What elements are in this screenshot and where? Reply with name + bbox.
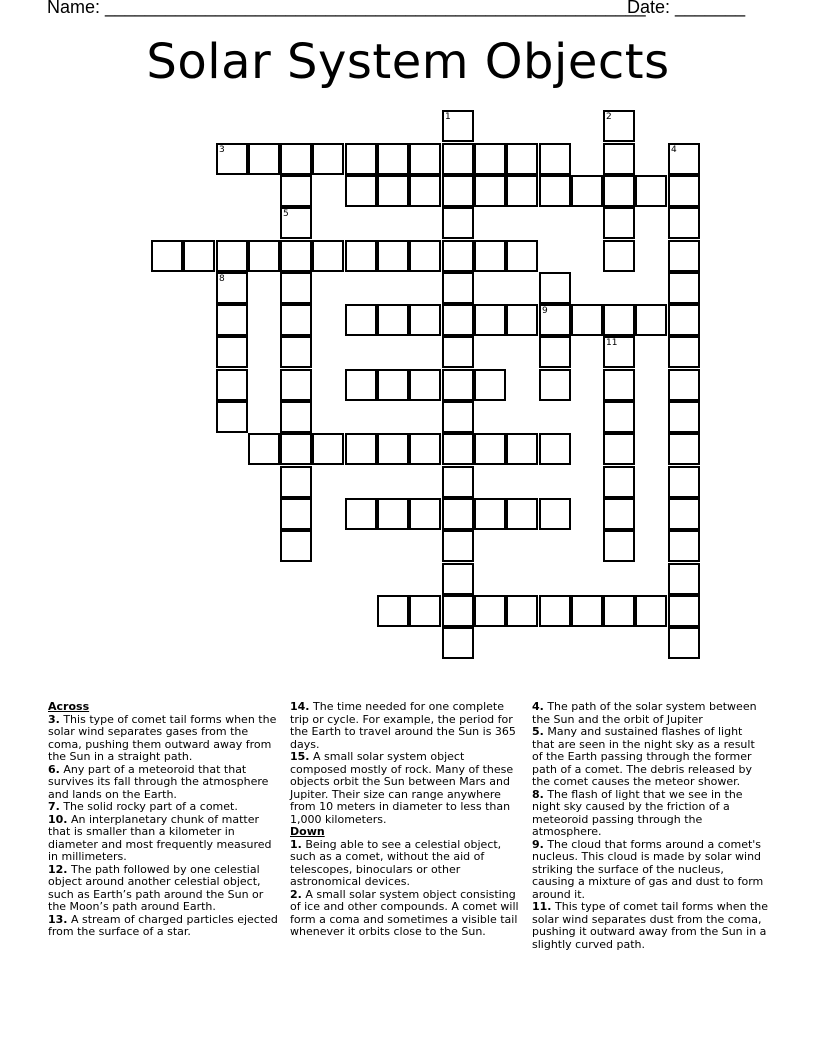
crossword-cell[interactable] xyxy=(603,466,635,498)
clue-number-label: 9. xyxy=(532,837,544,851)
crossword-cell[interactable] xyxy=(506,240,538,272)
clue-number: 11 xyxy=(606,338,618,348)
crossword-cell[interactable] xyxy=(280,498,312,530)
crossword-cell[interactable] xyxy=(539,595,571,627)
crossword-cell[interactable] xyxy=(442,530,474,562)
clue-number: 9 xyxy=(542,306,548,316)
crossword-cell[interactable] xyxy=(442,369,474,401)
crossword-cell[interactable] xyxy=(668,466,700,498)
crossword-cell[interactable] xyxy=(442,110,474,142)
crossword-cell[interactable] xyxy=(312,143,344,175)
across-clue xyxy=(48,864,280,914)
crossword-cell[interactable] xyxy=(377,595,409,627)
crossword-cell[interactable] xyxy=(668,563,700,595)
crossword-cell[interactable] xyxy=(668,530,700,562)
clue-number-label: 5. xyxy=(532,725,544,738)
crossword-cell[interactable] xyxy=(312,433,344,465)
crossword-cell[interactable] xyxy=(539,433,571,465)
crossword-cell[interactable] xyxy=(345,498,377,530)
crossword-cell[interactable] xyxy=(216,304,248,336)
crossword-cell[interactable] xyxy=(280,207,312,239)
crossword-cell[interactable] xyxy=(506,304,538,336)
down-clue xyxy=(532,839,768,902)
clue-number: 4 xyxy=(671,145,677,155)
clue-text: The cloud that forms around a comet's nucleus. This cloud is made by solar wind striking the surface of the nucleus, causing a mixture of gas and dust to form around it. xyxy=(532,837,764,901)
clue-text: The flash of light that we see in the night sky caused by the friction of a meteoroid passing through the atmosphere. xyxy=(532,787,743,838)
crossword-cell[interactable] xyxy=(280,401,312,433)
across-clue xyxy=(48,814,280,864)
clues-column-3 xyxy=(532,701,768,951)
crossword-cell[interactable] xyxy=(603,369,635,401)
crossword-cell[interactable] xyxy=(474,369,506,401)
clue-text: A small solar system object composed mostly of rock. Many of these objects orbit the Sun between Mars and Jupiter. Their size can range anywhere from 10 meters in diameter to less than 1,000 kilometers. xyxy=(290,750,514,826)
crossword-cell[interactable] xyxy=(345,369,377,401)
clue-number: 8 xyxy=(219,274,225,284)
across-clue-list xyxy=(48,714,280,939)
crossword-cell[interactable] xyxy=(635,175,667,207)
down-clue xyxy=(290,839,522,889)
crossword-cell[interactable] xyxy=(635,304,667,336)
clue-number-label: 6. xyxy=(48,762,60,776)
crossword-cell[interactable] xyxy=(442,595,474,627)
crossword-cell[interactable] xyxy=(442,466,474,498)
crossword-cell[interactable] xyxy=(377,433,409,465)
clue-text: A small solar system object consisting of ice and other compounds. A comet will form a coma and sometimes a visible tail whenever it orbits close to the Sun. xyxy=(290,887,519,938)
crossword-cell[interactable] xyxy=(571,175,603,207)
clue-text: An interplanetary chunk of matter that is smaller than a kilometer in diameter and most frequently measured in millimeters. xyxy=(48,812,272,863)
crossword-cell[interactable] xyxy=(603,304,635,336)
clue-number: 5 xyxy=(283,209,289,219)
crossword-cell[interactable] xyxy=(474,240,506,272)
clue-text: The path followed by one celestial object around another celestial object, such as Earth’s path around the Sun or the Moon’s path around Earth. xyxy=(48,862,264,913)
page-title: Solar System Objects xyxy=(146,34,670,90)
crossword-cell[interactable] xyxy=(506,175,538,207)
crossword-cell[interactable] xyxy=(539,336,571,368)
crossword-cell[interactable] xyxy=(474,175,506,207)
clue-number: 1 xyxy=(445,112,451,122)
crossword-cell[interactable] xyxy=(603,595,635,627)
crossword-cell[interactable] xyxy=(474,433,506,465)
crossword-cell[interactable] xyxy=(377,175,409,207)
down-clue-list-continued xyxy=(532,701,768,951)
crossword-cell[interactable] xyxy=(280,272,312,304)
across-clue xyxy=(48,714,280,764)
crossword-cell[interactable] xyxy=(603,175,635,207)
crossword-cell[interactable] xyxy=(603,110,635,142)
clue-number-label: 11. xyxy=(532,900,552,913)
crossword-cell[interactable] xyxy=(216,336,248,368)
across-heading: Across xyxy=(48,700,90,713)
crossword-cell[interactable] xyxy=(216,143,248,175)
crossword-cell[interactable] xyxy=(668,369,700,401)
crossword-cell[interactable] xyxy=(539,498,571,530)
crossword-cell[interactable] xyxy=(668,304,700,336)
clue-text: Being able to see a celestial object, such as a comet, without the aid of telescopes, binoculars or other astronomical devices. xyxy=(290,837,502,888)
clue-text: A stream of charged particles ejected from the surface of a star. xyxy=(48,912,278,938)
across-clue xyxy=(290,751,522,826)
crossword-cell[interactable] xyxy=(442,433,474,465)
crossword-cell[interactable] xyxy=(248,143,280,175)
crossword-cell[interactable] xyxy=(668,143,700,175)
clue-number-label: 4. xyxy=(532,700,544,713)
crossword-cell[interactable] xyxy=(442,304,474,336)
crossword-cell[interactable] xyxy=(345,433,377,465)
down-clue xyxy=(532,726,768,789)
crossword-cell[interactable] xyxy=(345,143,377,175)
clue-number-label: 2. xyxy=(290,887,302,901)
crossword-cell[interactable] xyxy=(539,272,571,304)
crossword-cell[interactable] xyxy=(280,240,312,272)
crossword-cell[interactable] xyxy=(280,369,312,401)
crossword-cell[interactable] xyxy=(668,175,700,207)
down-clue-list xyxy=(290,839,522,939)
clue-number-label: 15. xyxy=(290,750,310,763)
crossword-cell[interactable] xyxy=(442,207,474,239)
across-clue xyxy=(48,764,280,802)
header xyxy=(47,0,767,21)
clue-text: The time needed for one complete trip or cycle. For example, the period for the Earth to travel around the Sun is 365 days. xyxy=(290,700,516,751)
across-clue-list-continued xyxy=(290,701,522,826)
crossword-cell[interactable] xyxy=(603,401,635,433)
clue-number-label: 8. xyxy=(532,787,544,801)
crossword-cell[interactable] xyxy=(409,240,441,272)
across-clue xyxy=(290,701,522,751)
crossword-cell[interactable] xyxy=(474,498,506,530)
clue-number-label: 12. xyxy=(48,862,68,876)
crossword-cell[interactable] xyxy=(539,143,571,175)
down-heading: Down xyxy=(290,825,325,838)
clue-text: Many and sustained flashes of light that are seen in the night sky as a result of the Earth passing through the former path of a comet. The debris released by the comet causes the meteor shower. xyxy=(532,725,755,788)
crossword-cell[interactable] xyxy=(506,143,538,175)
crossword-cell[interactable] xyxy=(668,595,700,627)
crossword-cell[interactable] xyxy=(442,272,474,304)
crossword-cell[interactable] xyxy=(409,369,441,401)
clue-text: The path of the solar system between the Sun and the orbit of Jupiter xyxy=(532,700,757,726)
crossword-cell[interactable] xyxy=(183,240,215,272)
crossword-cell[interactable] xyxy=(377,304,409,336)
clues-column-1 xyxy=(48,701,280,939)
crossword-cell[interactable] xyxy=(248,433,280,465)
clue-number-label: 13. xyxy=(48,912,68,926)
crossword-cell[interactable] xyxy=(312,240,344,272)
crossword-cell[interactable] xyxy=(280,433,312,465)
crossword-cell[interactable] xyxy=(474,143,506,175)
clue-number: 2 xyxy=(606,112,612,122)
crossword-cell[interactable] xyxy=(539,304,571,336)
across-clue xyxy=(48,914,280,939)
crossword-cell[interactable] xyxy=(506,433,538,465)
down-clue xyxy=(532,789,768,839)
crossword-cell[interactable] xyxy=(603,336,635,368)
crossword-cell[interactable] xyxy=(280,304,312,336)
crossword-cell[interactable] xyxy=(345,175,377,207)
down-clue xyxy=(532,701,768,726)
crossword-cell[interactable] xyxy=(442,175,474,207)
crossword-cell[interactable] xyxy=(539,369,571,401)
crossword-cell[interactable] xyxy=(280,530,312,562)
crossword-cell[interactable] xyxy=(409,304,441,336)
crossword-cell[interactable] xyxy=(216,369,248,401)
crossword-cell[interactable] xyxy=(668,498,700,530)
crossword-cell[interactable] xyxy=(668,401,700,433)
crossword-cell[interactable] xyxy=(603,498,635,530)
crossword-cell[interactable] xyxy=(442,563,474,595)
crossword-cell[interactable] xyxy=(668,207,700,239)
crossword-cell[interactable] xyxy=(248,240,280,272)
crossword-cell[interactable] xyxy=(345,304,377,336)
clue-text: This type of comet tail forms when the solar wind separates gases from the coma, pushing them outward away from the Sun in a straight path. xyxy=(48,712,277,763)
crossword-cell[interactable] xyxy=(345,240,377,272)
crossword-cell[interactable] xyxy=(280,175,312,207)
crossword-cell[interactable] xyxy=(474,595,506,627)
crossword-cell[interactable] xyxy=(668,433,700,465)
crossword-cell[interactable] xyxy=(442,627,474,659)
crossword-cell[interactable] xyxy=(635,595,667,627)
crossword-cell[interactable] xyxy=(539,175,571,207)
crossword-cell[interactable] xyxy=(409,498,441,530)
clue-number-label: 10. xyxy=(48,812,68,826)
crossword-cell[interactable] xyxy=(442,143,474,175)
crossword-cell[interactable] xyxy=(442,498,474,530)
crossword-cell[interactable] xyxy=(668,627,700,659)
crossword-cell[interactable] xyxy=(280,336,312,368)
crossword-cell[interactable] xyxy=(603,240,635,272)
crossword-cell[interactable] xyxy=(409,433,441,465)
crossword-cell[interactable] xyxy=(603,530,635,562)
crossword-cell[interactable] xyxy=(571,595,603,627)
crossword-cell[interactable] xyxy=(409,595,441,627)
clue-number-label: 7. xyxy=(48,800,60,813)
crossword-cell[interactable] xyxy=(668,240,700,272)
clue-text: This type of comet tail forms when the solar wind separates dust from the coma, pushing it outward away from the Sun in a slightly curved path. xyxy=(532,900,769,951)
crossword-cell[interactable] xyxy=(377,143,409,175)
crossword-cell[interactable] xyxy=(377,240,409,272)
crossword-cell[interactable] xyxy=(216,272,248,304)
crossword-cell[interactable] xyxy=(506,498,538,530)
clue-number: 3 xyxy=(219,145,225,155)
clue-number-label: 3. xyxy=(48,712,60,726)
name-field-label[interactable]: Name: ______________________________________________________ xyxy=(47,0,646,17)
crossword-cell[interactable] xyxy=(409,143,441,175)
date-field-label[interactable]: Date: _______ xyxy=(627,0,746,17)
clue-number-label: 14. xyxy=(290,700,310,713)
crossword-cell[interactable] xyxy=(377,369,409,401)
crossword-cell[interactable] xyxy=(216,401,248,433)
crossword-cell[interactable] xyxy=(442,401,474,433)
clue-text: The solid rocky part of a comet. xyxy=(59,800,238,813)
crossword-cell[interactable] xyxy=(377,498,409,530)
clue-number-label: 1. xyxy=(290,837,302,851)
crossword-cell[interactable] xyxy=(668,336,700,368)
crossword-cell[interactable] xyxy=(409,175,441,207)
crossword-cell[interactable] xyxy=(571,304,603,336)
crossword-cell[interactable] xyxy=(603,143,635,175)
down-clue xyxy=(532,901,768,951)
crossword-cell[interactable] xyxy=(474,304,506,336)
crossword-cell[interactable] xyxy=(280,143,312,175)
crossword-cell[interactable] xyxy=(506,595,538,627)
clues-column-2 xyxy=(290,701,522,939)
crossword-cell[interactable] xyxy=(442,336,474,368)
crossword-cell[interactable] xyxy=(216,240,248,272)
clue-text: Any part of a meteoroid that that survives its fall through the atmosphere and lands on the Earth. xyxy=(48,762,269,801)
crossword-cell[interactable] xyxy=(280,466,312,498)
crossword-cell[interactable] xyxy=(603,433,635,465)
down-clue xyxy=(290,889,522,939)
crossword-cell[interactable] xyxy=(668,272,700,304)
crossword-cell[interactable] xyxy=(151,240,183,272)
crossword-cell[interactable] xyxy=(603,207,635,239)
crossword-cell[interactable] xyxy=(442,240,474,272)
